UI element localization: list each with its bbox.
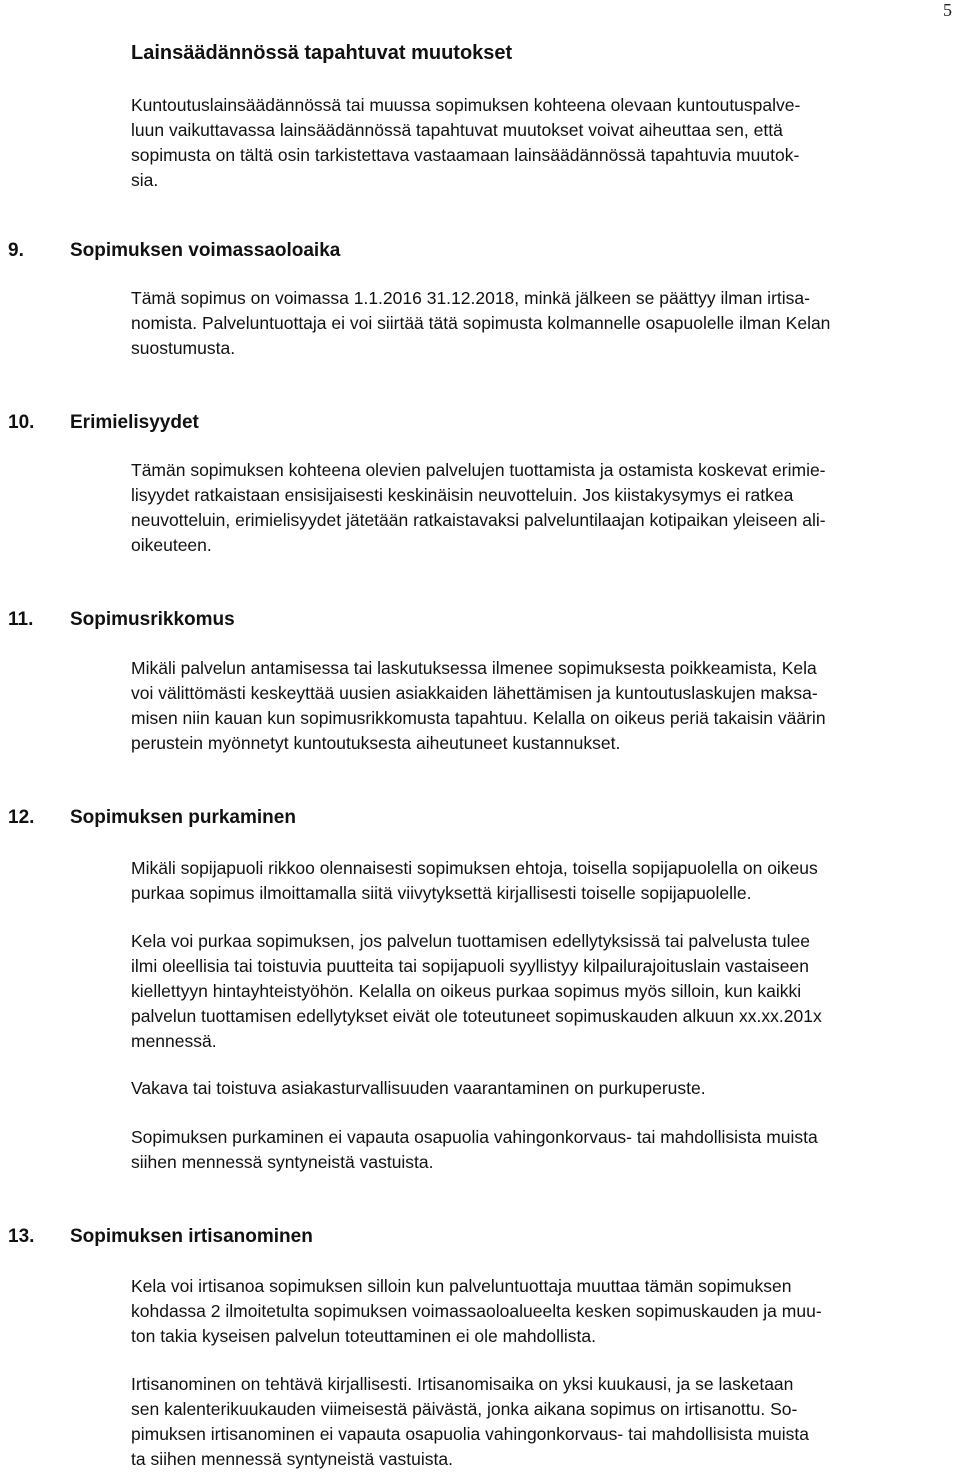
section-heading-12 xyxy=(8,806,296,830)
section-11-paragraph-1 xyxy=(131,656,960,756)
paragraph-line: Tämä sopimus on voimassa 1.1.2016 31.12.2018, minkä jälkeen se päättyy ilman irtisa- xyxy=(131,288,810,308)
paragraph-line: nomista. Palveluntuottaja ei voi siirtää tätä sopimusta kolmannelle osapuolelle ilman Kelan xyxy=(131,313,831,333)
section-12-paragraph-1 xyxy=(131,856,960,906)
section-12-paragraph-3 xyxy=(131,1076,960,1101)
intro-paragraph xyxy=(131,93,960,193)
paragraph-line: Mikäli sopijapuoli rikkoo olennaisesti sopimuksen ehtoja, toisella sopijapuolella on oikeus xyxy=(131,858,818,878)
paragraph-line: ton takia kyseisen palvelun toteuttaminen ei ole mahdollista. xyxy=(131,1326,596,1346)
paragraph-line: lisyydet ratkaistaan ensisijaisesti keskinäisin neuvotteluin. Jos kiistakysymys ei ratkea xyxy=(131,485,794,505)
paragraph-line: misen niin kauan kun sopimusrikkomusta tapahtuu. Kelalla on oikeus periä takaisin väärin xyxy=(131,708,826,728)
section-title: Sopimusrikkomus xyxy=(70,609,235,630)
section-heading-13 xyxy=(8,1225,313,1249)
paragraph-line: siihen mennessä syntyneistä vastuista. xyxy=(131,1152,434,1172)
intro-heading: Lainsäädännössä tapahtuvat muutokset xyxy=(131,42,513,64)
paragraph-line: Tämän sopimuksen kohteena olevien palvelujen tuottamista ja ostamista koskevat erimie- xyxy=(131,460,826,480)
paragraph-line: oikeuteen. xyxy=(131,535,212,555)
paragraph-line: Irtisanominen on tehtävä kirjallisesti. Irtisanomisaika on yksi kuukausi, ja se lasketaan xyxy=(131,1374,794,1394)
paragraph-line: mennessä. xyxy=(131,1031,217,1051)
paragraph-line: suostumusta. xyxy=(131,338,236,358)
paragraph-line: pimuksen irtisanominen ei vapauta osapuolia vahingonkorvaus- tai mahdollisista muista xyxy=(131,1424,810,1444)
paragraph-line: kohdassa 2 ilmoitetulta sopimuksen voimassaoloalueelta kesken sopimuskauden ja muu- xyxy=(131,1301,822,1321)
paragraph-line: luun vaikuttavassa lainsäädännössä tapahtuvat muutokset voivat aiheuttaa sen, että xyxy=(131,120,783,140)
paragraph-line: purkaa sopimus ilmoittamalla siitä viivytyksettä kirjallisesti toiselle sopijapuolelle. xyxy=(131,883,752,903)
section-title: Sopimuksen voimassaoloaika xyxy=(70,240,341,261)
section-number: 9. xyxy=(8,240,24,261)
paragraph-line: perustein myönnetyt kuntoutuksesta aiheutuneet kustannukset. xyxy=(131,733,621,753)
section-number: 12. xyxy=(8,807,35,828)
paragraph-line: palvelun tuottamisen edellytykset eivät ole toteutuneet sopimuskauden alkuun xx.xx.201x xyxy=(131,1006,822,1026)
paragraph-line: sia. xyxy=(131,170,159,190)
section-heading-9 xyxy=(8,239,340,263)
paragraph-line: sen kalenterikuukauden viimeisestä päivästä, jonka aikana sopimus on irtisanottu. So- xyxy=(131,1399,798,1419)
section-heading-10 xyxy=(8,411,199,435)
section-number: 10. xyxy=(8,412,35,433)
paragraph-line: kiellettyyn hintayhteistyöhön. Kelalla on oikeus purkaa sopimus myös silloin, kun kaikki xyxy=(131,981,802,1001)
paragraph-line: Vakava tai toistuva asiakasturvallisuuden vaarantaminen on purkuperuste. xyxy=(131,1078,706,1098)
section-13-paragraph-1 xyxy=(131,1274,960,1349)
section-title: Sopimuksen irtisanominen xyxy=(70,1226,313,1247)
page-number: 5 xyxy=(943,0,952,20)
section-9-paragraph-1 xyxy=(131,286,960,361)
section-10-paragraph-1 xyxy=(131,458,960,558)
section-12-paragraph-2 xyxy=(131,929,960,1054)
paragraph-line: Kela voi purkaa sopimuksen, jos palvelun tuottamisen edellytyksissä tai palvelusta tulee xyxy=(131,931,810,951)
paragraph-line: ilmi oleellisia tai toistuvia puutteita tai sopijapuoli syyllistyy kilpailurajoituslain vastaiseen xyxy=(131,956,809,976)
paragraph-line: sopimusta on tältä osin tarkistettava vastaamaan lainsäädännössä tapahtuvia muutok- xyxy=(131,145,800,165)
section-12-paragraph-4 xyxy=(131,1125,960,1175)
paragraph-line: Kela voi irtisanoa sopimuksen silloin kun palveluntuottaja muuttaa tämän sopimuksen xyxy=(131,1276,792,1296)
paragraph-line: neuvotteluin, erimielisyydet jätetään ratkaistavaksi palveluntilaajan kotipaikan yleiseen ali- xyxy=(131,510,826,530)
paragraph-line: ta siihen mennessä syntyneistä vastuista. xyxy=(131,1449,453,1469)
paragraph-line: Kuntoutuslainsäädännössä tai muussa sopimuksen kohteena olevaan kuntoutuspalve- xyxy=(131,95,801,115)
section-number: 11. xyxy=(8,609,34,630)
paragraph-line: Mikäli palvelun antamisessa tai laskutuksessa ilmenee sopimuksesta poikkeamista, Kela xyxy=(131,658,817,678)
section-title: Erimielisyydet xyxy=(70,412,199,433)
section-heading-11 xyxy=(8,608,235,632)
section-number: 13. xyxy=(8,1226,35,1247)
section-13-paragraph-2 xyxy=(131,1372,960,1472)
paragraph-line: voi välittömästi keskeyttää uusien asiakkaiden lähettämisen ja kuntoutuslaskujen maksa- xyxy=(131,683,818,703)
paragraph-line: Sopimuksen purkaminen ei vapauta osapuolia vahingonkorvaus- tai mahdollisista muista xyxy=(131,1127,818,1147)
section-title: Sopimuksen purkaminen xyxy=(70,807,296,828)
